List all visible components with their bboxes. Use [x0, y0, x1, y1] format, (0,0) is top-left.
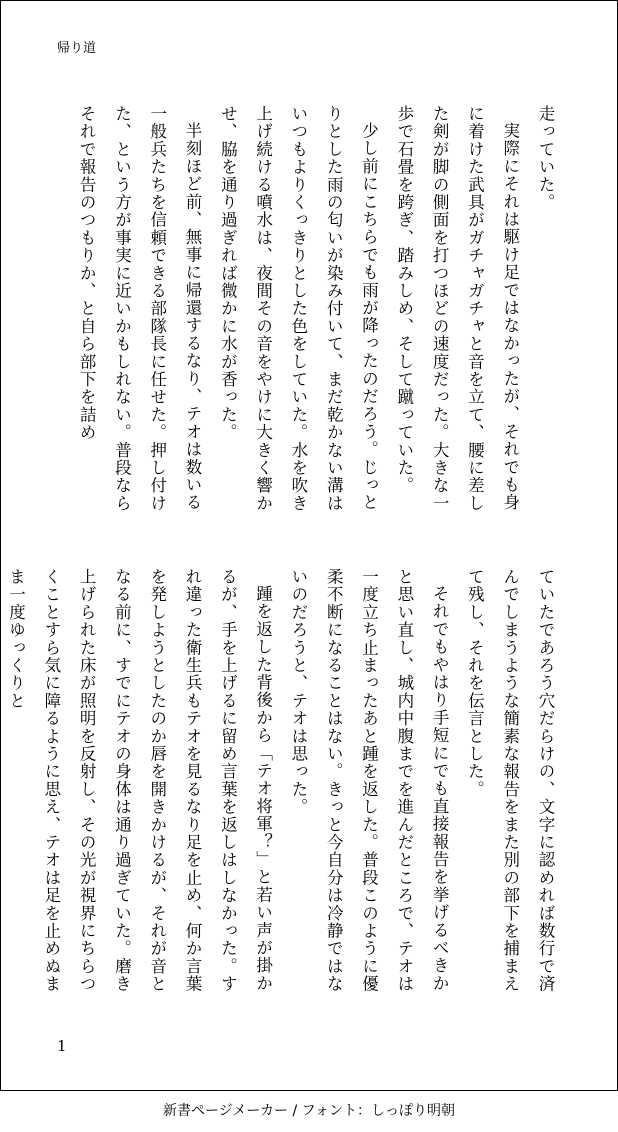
page-number: 1 [57, 1037, 67, 1055]
upper-text-block [53, 105, 563, 525]
chapter-title: 帰り道 [57, 41, 97, 56]
paragraph: ていたであろう穴だらけの、文字に認めれば数行で済んでしまうような簡素な報告をまた別の部下を捕まえて残し、それを伝言とした。 [465, 568, 555, 993]
footer-caption: 新書ページメーカー / フォント：しっぽり明朝 [163, 1103, 455, 1119]
paragraph: 少し前にこちらでも雨が降ったのだろう。じっとりとした雨の匂いが染み付いて、まだ乾かない溝はいつもよりくっきりとした色をしていた。水を吹き上げ続ける噴水は、夜間その音をやけに大きく響かせ、脇を通り過ぎれば微かに水が香った。 [218, 105, 379, 513]
paragraph: 踵を返した背後から「テオ将軍？」と若い声が掛かるが、手を上げるに留め言葉を返しはしなかった。すれ違った衛生兵もテオを見るなり足を止め、何か言葉を発しようとしたのか唇を開きかけるが、それが音となる前に、すでにテオの身体は通り過ぎていた。磨き上げられた床が照明を反射し、その光が視界にちらつくことすら気に障るように思え、テオは足を止めぬまま一度ゆっくりと [6, 568, 273, 993]
paragraph: 走っていた。 [536, 105, 555, 212]
paragraph: 実際にそれは駆け足ではなかったが、それでも身に着けた武具がガチャガチャと音を立て、腰に差した剣が脚の側面を打つほどの速度だった。大きな一歩で石畳を跨ぎ、踏みしめ、そして蹴っていた。 [394, 105, 520, 513]
lower-text-block [6, 568, 563, 998]
paragraph: 半刻ほど前、無事に帰還するなり、テオは数いる一般兵たちを信頼できる部隊長に任せた。押し付けた、という方が事実に近いかもしれない。普段ならそれで報告のつもりか、と自ら部下を詰め [77, 105, 203, 513]
paragraph: それでもやはり手短にでも直接報告を挙げるべきかと思い直し、城内中腹までを進んだところで、テオは一度立ち止まったあと踵を返した。普段このように優柔不断になることはない。きっと今自分は冷静ではないのだろうと、テオは思った。 [288, 568, 450, 993]
